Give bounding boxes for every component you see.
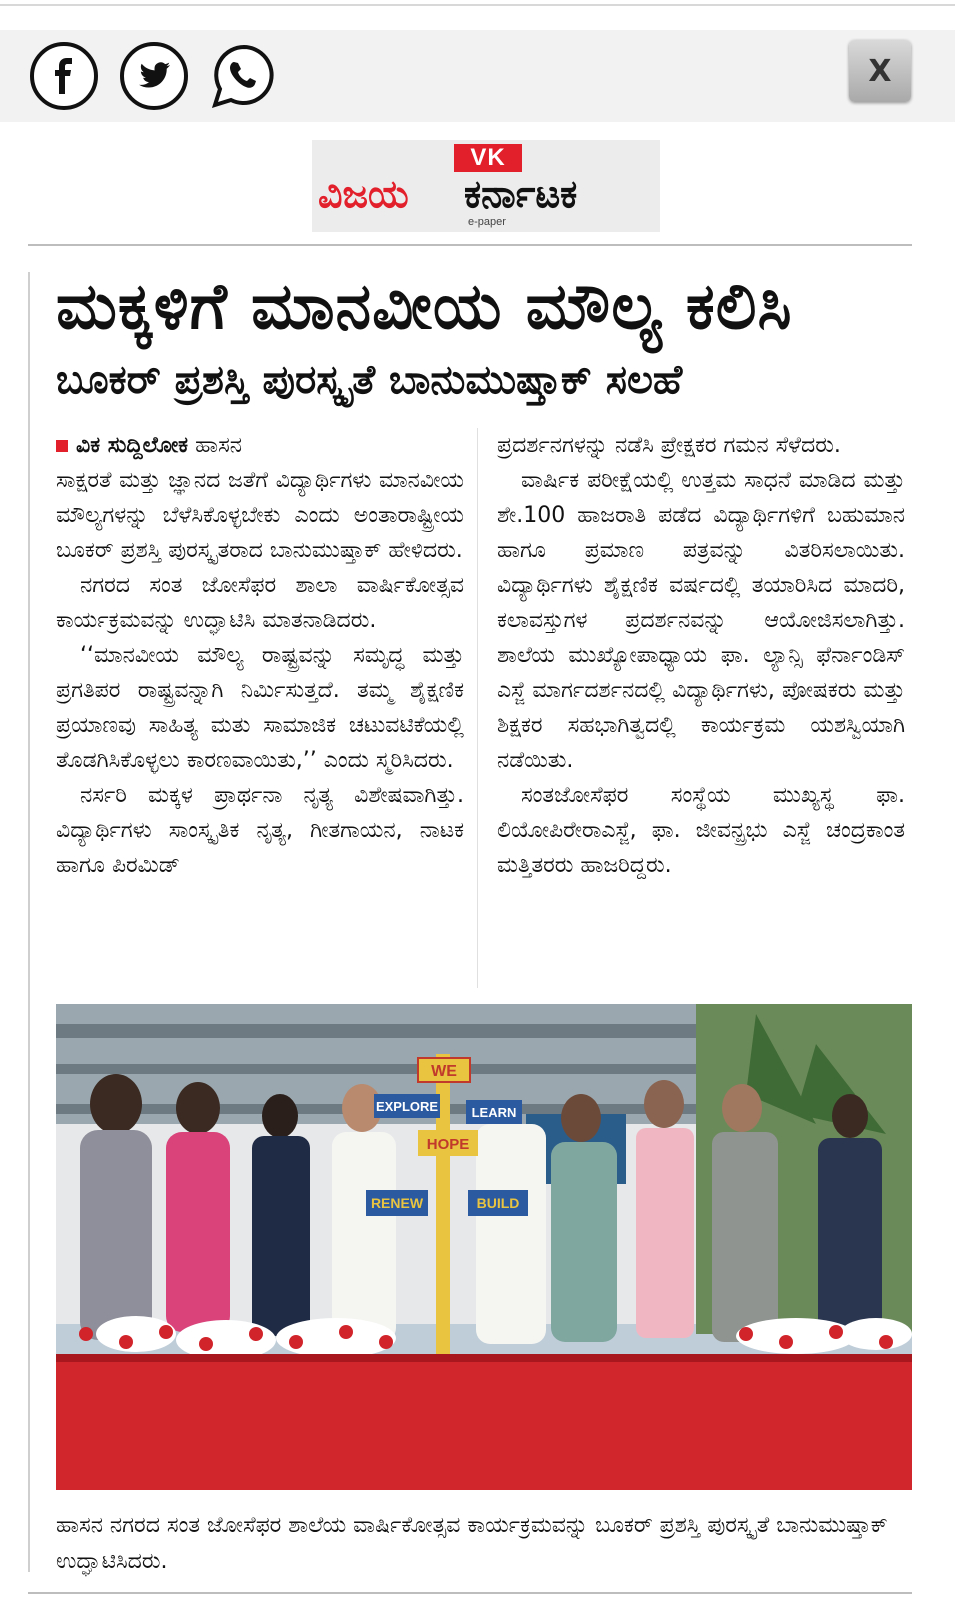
vk-badge: VK [454, 144, 522, 172]
article-subheadline: ಬೂಕರ್ ಪ್ರಶಸ್ತಿ ಪುರಸ್ಕೃತೆ ಬಾನುಮುಷ್ತಾಕ್ ಸಲಹೆ [56, 357, 683, 403]
epaper-label: e-paper [468, 216, 506, 228]
paragraph: ಸಂತಜೋಸೆಫರ ಸಂಸ್ಥೆಯ ಮುಖ್ಯಸ್ಥ ಫಾ. ಲಿಯೋಪಿರೇರಾಎಸ್ಜೆ, ಫಾ. ಜೀವನ್ಪ್ರಭು ಎಸ್ಜೆ ಚಂದ್ರಕಾಂತ ಮತ್ತಿತರರು ಹಾಜರಿದ್ದರು. [497, 783, 905, 878]
whatsapp-icon[interactable] [210, 42, 278, 110]
column-divider [477, 428, 478, 988]
masthead-logo [312, 140, 660, 232]
brand-name-right: ಕರ್ನಾಟಕ [464, 172, 578, 216]
close-button[interactable]: X [849, 40, 911, 102]
byline-bullet-icon [56, 440, 68, 452]
byline-place: ಹಾಸನ [195, 433, 242, 458]
paragraph: ವಾರ್ಷಿಕ ಪರೀಕ್ಷೆಯಲ್ಲಿ ಉತ್ತಮ ಸಾಧನೆ ಮಾಡಿದ ಮತ್ತು ಶೇ.100 ಹಾಜರಾತಿ ಪಡೆದ ವಿದ್ಯಾರ್ಥಿಗಳಿಗೆ ಬಹುಮಾನ ಹಾಗೂ ಪ್ರಮಾಣ ಪತ್ರವನ್ನು ವಿತರಿಸಲಾಯಿತು. ವಿದ್ಯಾರ್ಥಿಗಳು ಶೈಕ್ಷಣಿಕ ವರ್ಷದಲ್ಲಿ ತಯಾರಿಸಿದ ಮಾದರಿ, ಕಲಾವಸ್ತುಗಳ ಪ್ರದರ್ಶನವನ್ನು ಆಯೋಜಿಸಲಾಗಿತ್ತು. ಶಾಲೆಯ ಮುಖ್ಯೋಪಾಧ್ಯಾಯ ಫಾ. ಲ್ಯಾನ್ಸಿ ಫೆರ್ನಾಂಡಿಸ್ ಎಸ್ಜೆ ಮಾರ್ಗದರ್ಶನದಲ್ಲಿ ವಿದ್ಯಾರ್ಥಿಗಳು, ಪೋಷಕರು ಮತ್ತು ಶಿಕ್ಷಕರ ಸಹಭಾಗಿತ್ವದಲ್ಲಿ ಕಾರ್ಯಕ್ರಮ ಯಶಸ್ವಿಯಾಗಿ ನಡೆಯಿತು. [497, 468, 905, 773]
bottom-divider [28, 1592, 912, 1594]
article-left-border [28, 272, 30, 1572]
article-column-right [497, 428, 905, 883]
paragraph: ಪ್ರದರ್ಶನಗಳನ್ನು ನಡೆಸಿ ಪ್ರೇಕ್ಷಕರ ಗಮನ ಸೆಳೆದರು. [497, 433, 841, 458]
facebook-icon[interactable] [30, 42, 98, 110]
top-divider [0, 4, 955, 6]
sign-hope: HOPE [426, 1136, 470, 1153]
sign-learn: LEARN [471, 1105, 517, 1120]
article-column-left [56, 428, 464, 883]
twitter-icon[interactable] [120, 42, 188, 110]
masthead-divider [28, 244, 912, 246]
byline [56, 428, 464, 463]
sign-renew: RENEW [370, 1195, 424, 1211]
sign-we: WE [431, 1063, 457, 1080]
article-headline: ಮಕ್ಕಳಿಗೆ ಮಾನವೀಯ ಮೌಲ್ಯ ಕಲಿಸಿ [56, 270, 793, 344]
sign-explore: EXPLORE [375, 1099, 439, 1114]
paragraph: ಸಾಕ್ಷರತೆ ಮತ್ತು ಜ್ಞಾನದ ಜತೆಗೆ ವಿದ್ಯಾರ್ಥಿಗಳು ಮಾನವೀಯ ಮೌಲ್ಯಗಳನ್ನು ಬೆಳೆಸಿಕೊಳ್ಳಬೇಕು ಎಂದು ಅಂತಾರಾಷ್ಟ್ರೀಯ ಬೂಕರ್ ಪ್ರಶಸ್ತಿ ಪುರಸ್ಕೃತರಾದ ಬಾನುಮುಷ್ತಾಕ್ ಹೇಳಿದರು. [56, 468, 464, 563]
sign-build: BUILD [476, 1195, 520, 1211]
paragraph: ನರ್ಸರಿ ಮಕ್ಕಳ ಪ್ರಾರ್ಥನಾ ನೃತ್ಯ ವಿಶೇಷವಾಗಿತ್ತು. ವಿದ್ಯಾರ್ಥಿಗಳು ಸಾಂಸ್ಕೃತಿಕ ನೃತ್ಯ, ಗೀತಗಾಯನ, ನಾಟಕ ಹಾಗೂ ಪಿರಮಿಡ್ [56, 783, 464, 878]
event-photo-illustration [56, 1004, 912, 1490]
article-photo [56, 1004, 912, 1490]
paragraph: ‘‘ಮಾನವೀಯ ಮೌಲ್ಯ ರಾಷ್ಟ್ರವನ್ನು ಸಮೃದ್ಧ ಮತ್ತು ಪ್ರಗತಿಪರ ರಾಷ್ಟ್ರವನ್ನಾಗಿ ನಿರ್ಮಿಸುತ್ತದೆ. ತಮ್ಮ ಶೈಕ್ಷಣಿಕ ಪ್ರಯಾಣವು ಸಾಹಿತ್ಯ ಮತು ಸಾಮಾಜಿಕ ಚಟುವಟಿಕೆಯಲ್ಲಿ ತೊಡಗಿಸಿಕೊಳ್ಳಲು ಕಾರಣವಾಯಿತು,’’ ಎಂದು ಸ್ಮರಿಸಿದರು. [56, 643, 464, 773]
byline-source: ವಿಕ ಸುದ್ದಿಲೋಕ [76, 433, 189, 458]
paragraph: ನಗರದ ಸಂತ ಜೋಸೆಫರ ಶಾಲಾ ವಾರ್ಷಿಕೋತ್ಸವ ಕಾರ್ಯಕ್ರಮವನ್ನು ಉದ್ಘಾಟಿಸಿ ಮಾತನಾಡಿದರು. [56, 573, 464, 633]
brand-name-left: ವಿಜಯ [318, 172, 409, 216]
share-bar [0, 30, 955, 122]
photo-caption: ಹಾಸನ ನಗರದ ಸಂತ ಜೋಸೆಫರ ಶಾಲೆಯ ವಾರ್ಷಿಕೋತ್ಸವ ಕಾರ್ಯಕ್ರಮವನ್ನು ಬೂಕರ್ ಪ್ರಶಸ್ತಿ ಪುರಸ್ಕೃತೆ ಬಾನುಮುಷ್ತಾಕ್ ಉದ್ಘಾಟಿಸಿದರು. [56, 1513, 888, 1574]
